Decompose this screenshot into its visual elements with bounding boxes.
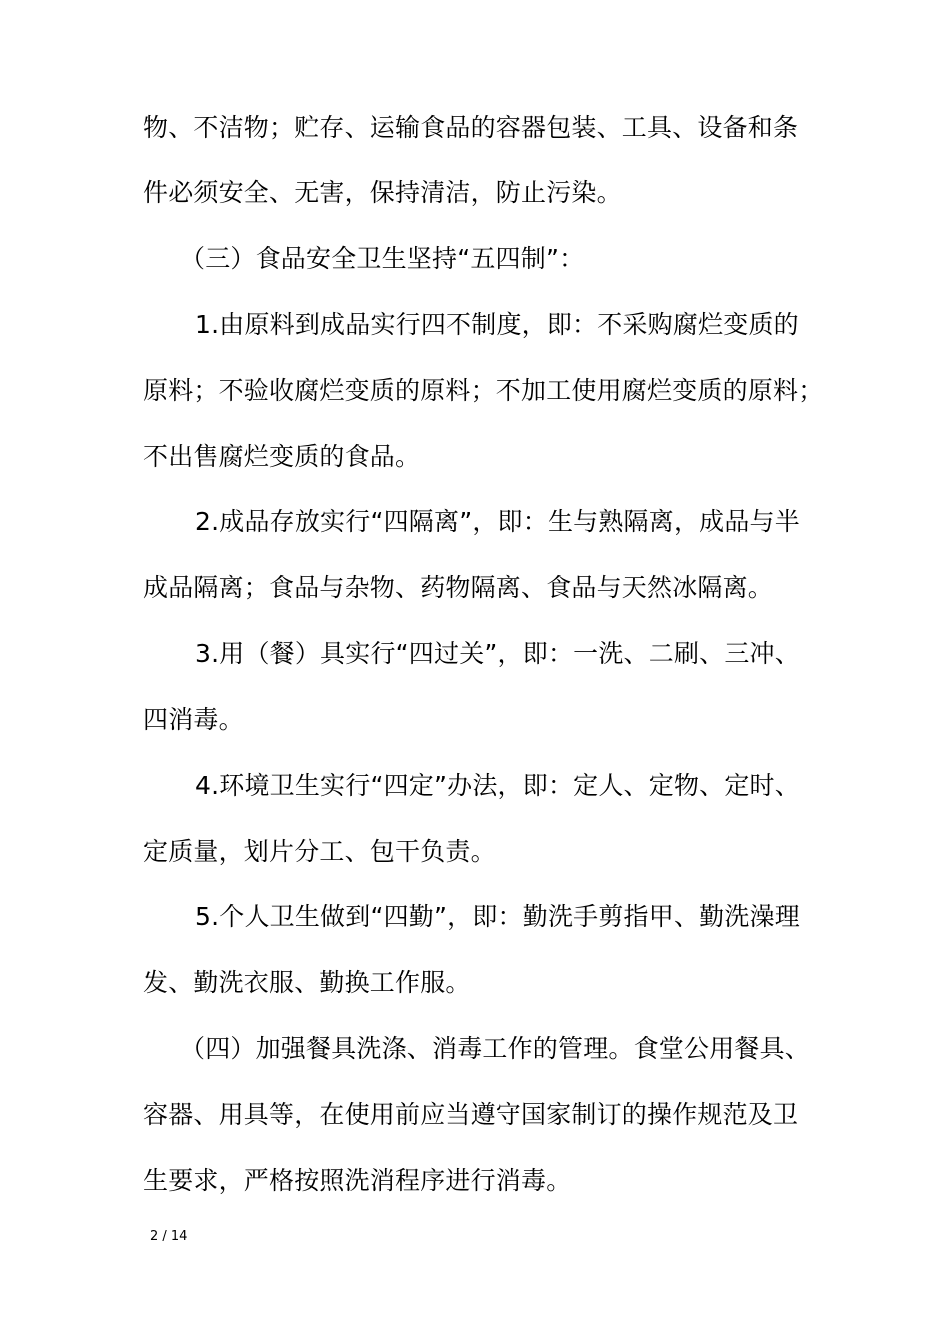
- text-line: 物、不洁物；贮存、运输食品的容器包装、工具、设备和条: [143, 113, 799, 142]
- text-line: 3.用（餐）具实行“四过关”，即：一洗、二刷、三冲、: [195, 639, 800, 668]
- text-line: 原料；不验收腐烂变质的原料；不加工使用腐烂变质的原料；: [143, 376, 824, 405]
- text-line: 发、勤洗衣服、勤换工作服。: [143, 968, 471, 997]
- text-line: 件必须安全、无害，保持清洁，防止污染。: [143, 178, 622, 207]
- text-line: 2.成品存放实行“四隔离”，即：生与熟隔离，成品与半: [195, 507, 800, 536]
- text-line: 4.环境卫生实行“四定”办法，即：定人、定物、定时、: [195, 771, 800, 800]
- text-line: 容器、用具等，在使用前应当遵守国家制订的操作规范及卫: [143, 1100, 799, 1129]
- section-heading: （四）加强餐具洗涤、消毒工作的管理。食堂公用餐具、: [180, 1034, 811, 1063]
- text-line: 四消毒。: [143, 705, 244, 734]
- section-heading: （三）食品安全卫生坚持“五四制”：: [180, 244, 585, 273]
- text-line: 5.个人卫生做到“四勤”，即：勤洗手剪指甲、勤洗澡理: [195, 902, 800, 931]
- text-line: 1.由原料到成品实行四不制度，即：不采购腐烂变质的: [195, 310, 799, 339]
- text-line: 定质量，划片分工、包干负责。: [143, 837, 496, 866]
- page-number: 2 / 14: [150, 1229, 188, 1244]
- text-line: 生要求，严格按照洗消程序进行消毒。: [143, 1166, 572, 1195]
- text-line: 成品隔离；食品与杂物、药物隔离、食品与天然冰隔离。: [143, 573, 774, 602]
- text-line: 不出售腐烂变质的食品。: [143, 442, 421, 471]
